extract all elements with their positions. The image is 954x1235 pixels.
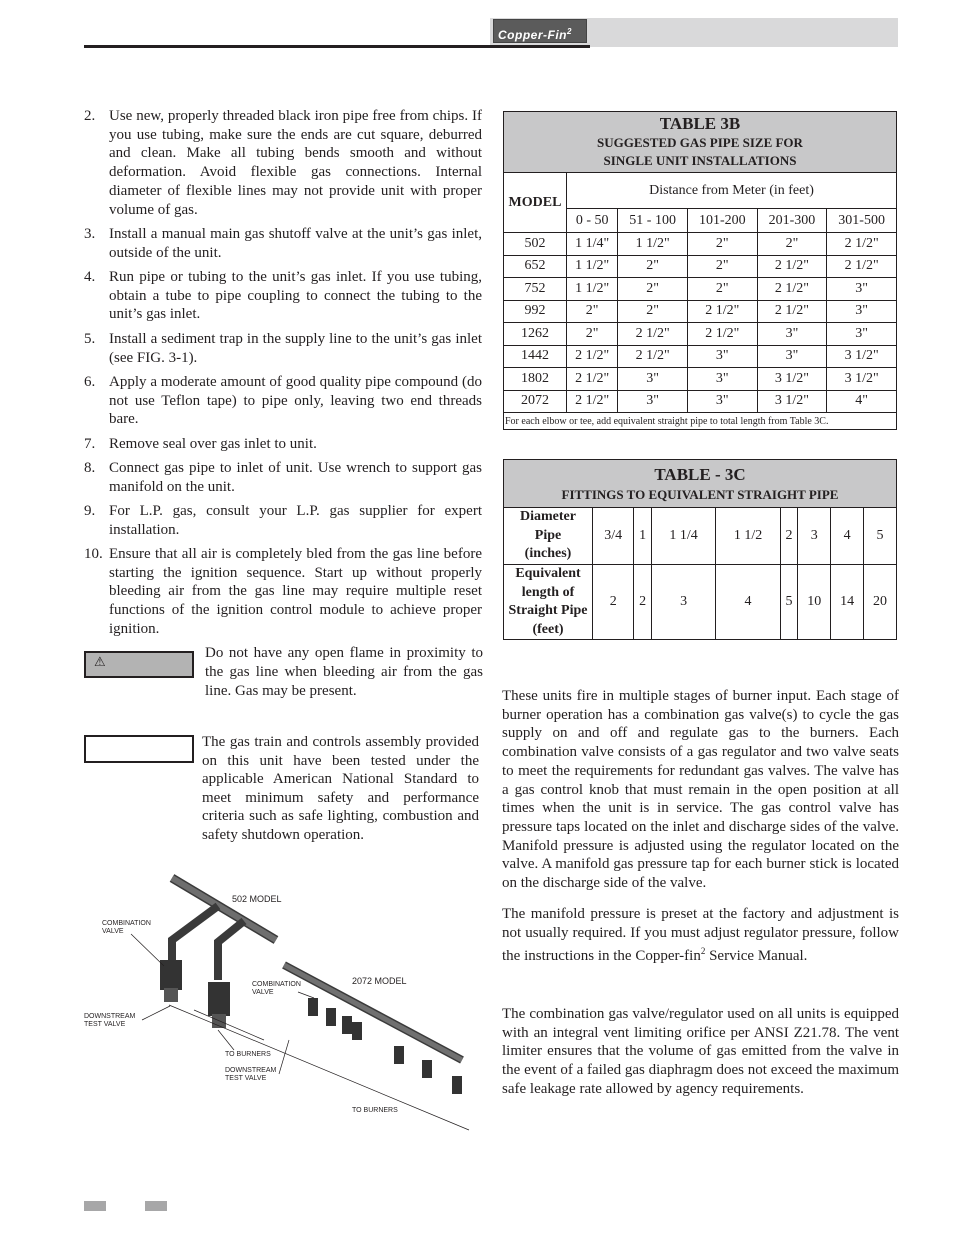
diameter-cell: 1 1/4 <box>651 508 715 565</box>
burner-valve <box>422 1060 432 1078</box>
label-line: length of <box>521 584 575 600</box>
table-row <box>504 300 897 323</box>
step-text: Remove seal over gas inlet to unit. <box>109 436 317 452</box>
label-downstream-test-valve: DOWNSTREAM <box>225 1067 277 1074</box>
step-5 <box>84 330 482 367</box>
pipe-size-cell: 3 1/2" <box>757 390 827 413</box>
table-3c <box>503 459 897 640</box>
gas-valve-paragraph: These units fire in multiple stages of burner input. Each stage of burner operation has a combination gas valve(s) to cycle the gas supply on and off and regulate gas to the burners. Each combination valve consists of a gas regulator and two valve seats to meet the requirements for redundant gas valves. The valve has a gas control knob that must remain in the open position at all times when the unit is in service. The gas control valve has pressure taps located on the inlet and discharge sides of the valve. Manifold pressure is adjusted using the regulator located on the valve. A manifold gas pressure tap for each burner stick is located on the discharge side of the valve. <box>502 688 899 892</box>
paragraph-text: Service Manual. <box>705 948 808 965</box>
equivalent-length-cell: 20 <box>864 565 897 640</box>
step-number: 4. <box>84 269 96 285</box>
pipe-size-cell: 4" <box>827 390 897 413</box>
burner-valve <box>452 1076 462 1094</box>
label-combination-valve: VALVE <box>102 928 124 935</box>
manifold-pressure-paragraph <box>502 905 899 966</box>
footer-tab-left <box>84 1201 106 1211</box>
header-rule <box>84 45 590 48</box>
equivalent-length-cell: 10 <box>798 565 831 640</box>
combination-valve-502b <box>208 982 230 1016</box>
warning-triangle-icon: ⚠ <box>94 655 106 670</box>
pipe-size-cell: 3" <box>757 323 827 346</box>
pipe-size-cell: 1 1/2" <box>567 255 618 278</box>
table-row <box>504 255 897 278</box>
pipe-size-cell: 2 1/2" <box>618 345 688 368</box>
pipe-size-cell: 2 1/2" <box>827 233 897 256</box>
step-6 <box>84 373 482 429</box>
pipe-size-cell: 2 1/2" <box>618 323 688 346</box>
leader-line <box>298 992 314 998</box>
label-combination-valve: VALVE <box>252 989 274 996</box>
valve-outlet <box>164 988 178 1002</box>
paragraph-text: The manifold pressure is preset at the factory and adjustment is not usually required. If you must adjust regulator pressure, follow the instructions in the Copper-fin <box>502 906 899 965</box>
step-text: Ensure that all air is completely bled from the gas line before starting the ignition sequence. Start up without properly bleeding air from the gas line may require multiple reset functions of the ignition control module to achieve proper ignition. <box>109 546 482 637</box>
pipe-size-cell: 2 1/2" <box>757 255 827 278</box>
table-3b-title: TABLE 3B <box>659 114 741 133</box>
combination-valve-502 <box>160 960 182 990</box>
pipe-size-cell: 3 1/2" <box>827 368 897 391</box>
equivalent-length-row <box>504 565 897 640</box>
label-line: Straight Pipe <box>508 603 588 618</box>
logo-text: Copper-Fin <box>498 28 567 42</box>
paragraph-sup: 2 <box>700 946 706 957</box>
range-header-cell: 0 - 50 <box>567 209 618 233</box>
table-row <box>504 278 897 301</box>
model-cell: 1442 <box>504 345 567 368</box>
pipe-size-cell: 3" <box>687 368 757 391</box>
table-3b-subtitle: SINGLE UNIT INSTALLATIONS <box>603 153 797 168</box>
pipe-size-cell: 2 1/2" <box>687 323 757 346</box>
model-header: MODEL <box>504 173 567 233</box>
burner-valve <box>342 1016 352 1034</box>
table-row <box>504 233 897 256</box>
label-line: Pipe <box>534 527 562 543</box>
pipe-size-cell: 2 1/2" <box>567 368 618 391</box>
label-2072-model: 2072 MODEL <box>352 976 407 986</box>
pipe-size-cell: 2" <box>618 300 688 323</box>
pipe-size-cell: 2 1/2" <box>757 300 827 323</box>
model-cell: 1802 <box>504 368 567 391</box>
pipe-size-cell: 3" <box>687 345 757 368</box>
step-text: Install a manual main gas shutoff valve at the unit’s gas inlet, outside of the unit. <box>109 226 482 261</box>
pipe-size-cell: 2 1/2" <box>567 345 618 368</box>
diameter-cell: 1 <box>634 508 652 565</box>
pipe-size-cell: 2 1/2" <box>687 300 757 323</box>
table-3c-subtitle: FITTINGS TO EQUIVALENT STRAIGHT PIPE <box>561 487 839 502</box>
pipe-size-cell: 2" <box>567 300 618 323</box>
pipe-size-cell: 2 1/2" <box>567 390 618 413</box>
diameter-cell: 5 <box>864 508 897 565</box>
pipe-502-branch2 <box>218 921 244 980</box>
pipe-size-cell: 2" <box>567 323 618 346</box>
table-row <box>504 390 897 413</box>
pipe-size-cell: 3 1/2" <box>757 368 827 391</box>
step-text: Apply a moderate amount of good quality pipe compound (do not use Teflon tape) to pipe only, leaving two end threads bare. <box>109 374 482 428</box>
diameter-cell: 4 <box>831 508 864 565</box>
step-text: Run pipe or tubing to the unit’s gas inlet. If you use tubing, obtain a tube to pipe coupling to connect the tubing to the unit’s gas inlet. <box>109 269 482 323</box>
diameter-label <box>504 508 593 565</box>
leader-line <box>218 1030 234 1050</box>
label-downstream-test-valve: DOWNSTREAM <box>84 1013 136 1020</box>
table-3c-caption <box>504 460 897 508</box>
model-cell: 752 <box>504 278 567 301</box>
diameter-cell: 2 <box>780 508 798 565</box>
diameter-row <box>504 508 897 565</box>
step-number: 8. <box>84 460 96 476</box>
pipe-size-cell: 1 1/4" <box>567 233 618 256</box>
label-combination-valve: COMBINATION <box>102 920 151 927</box>
pipe-size-cell: 3" <box>687 390 757 413</box>
label-to-burners: TO BURNERS <box>225 1051 271 1058</box>
step-number: 6. <box>84 374 96 390</box>
table-3c-title: TABLE - 3C <box>654 465 746 484</box>
range-header-cell: 101-200 <box>687 209 757 233</box>
pipe-size-cell: 2" <box>687 255 757 278</box>
step-2 <box>84 107 482 219</box>
table-3b-note: For each elbow or tee, add equivalent straight pipe to total length from Table 3C. <box>504 413 897 430</box>
leader-line <box>131 934 164 966</box>
diameter-cell: 3 <box>798 508 831 565</box>
label-line: Diameter <box>520 509 576 525</box>
table-row <box>504 323 897 346</box>
notice-label-box <box>84 735 194 763</box>
table-row <box>504 345 897 368</box>
table-3b-body <box>504 233 897 413</box>
pipe-size-cell: 3" <box>827 323 897 346</box>
pipe-size-cell: 3" <box>827 278 897 301</box>
step-8 <box>84 459 482 496</box>
equivalent-length-cell: 3 <box>651 565 715 640</box>
label-downstream-test-valve: TEST VALVE <box>84 1021 126 1028</box>
step-4 <box>84 268 482 324</box>
label-to-burners: TO BURNERS <box>352 1107 398 1114</box>
table-3b-subtitle: SUGGESTED GAS PIPE SIZE FOR <box>597 135 803 150</box>
step-9 <box>84 502 482 539</box>
pipe-size-cell: 2" <box>757 233 827 256</box>
equivalent-length-cell: 4 <box>716 565 780 640</box>
step-text: Use new, properly threaded black iron pipe free from chips. If you use tubing, make sure the ends are cut square, deburred and clean. Make all tubing bends smooth and without deformation. Avoid flexible gas connections. Internal diameter of flexible lines may not provide unit with proper volume of gas. <box>109 108 482 218</box>
logo-sup: 2 <box>567 27 572 36</box>
step-text: Install a sediment trap in the supply line to the unit’s gas inlet (see FIG. 3-1). <box>109 331 482 366</box>
leader-line <box>279 1040 289 1074</box>
step-10 <box>84 545 482 639</box>
notice-text: The gas train and controls assembly provided on this unit have been tested under the applicable American National Standard to meet minimum safety and performance criteria such as safe lighting, combustion and safety shutdown operation. <box>202 734 479 843</box>
model-cell: 1262 <box>504 323 567 346</box>
table-3b <box>503 111 897 430</box>
pipe-size-cell: 3 1/2" <box>827 345 897 368</box>
pipe-size-cell: 3" <box>618 368 688 391</box>
pipe-size-cell: 1 1/2" <box>567 278 618 301</box>
pipe-size-cell: 2" <box>687 233 757 256</box>
step-7 <box>84 435 482 454</box>
step-text: Connect gas pipe to inlet of unit. Use wrench to support gas manifold on the unit. <box>109 460 482 495</box>
range-header-cell: 301-500 <box>827 209 897 233</box>
diameter-cell: 3/4 <box>593 508 634 565</box>
model-cell: 502 <box>504 233 567 256</box>
step-number: 5. <box>84 331 96 347</box>
pipe-size-cell: 1 1/2" <box>618 233 688 256</box>
gas-train-diagram <box>84 870 484 1132</box>
burner-valve <box>352 1022 362 1040</box>
vent-limiter-paragraph: The combination gas valve/regulator used on all units is equipped with an integral vent limiting orifice per ANSI Z21.78. The vent limiter ensures that the volume of gas emitted from the valve in the event of a failed gas diaphragm does not exceed the maximum safe leakage rate allowed by agency requirements. <box>502 1006 899 1097</box>
range-header-cell: 51 - 100 <box>618 209 688 233</box>
burner-valve <box>394 1046 404 1064</box>
pipe-size-cell: 2" <box>618 255 688 278</box>
equivalent-length-cell: 5 <box>780 565 798 640</box>
equivalent-length-cell: 2 <box>634 565 652 640</box>
equivalent-length-cell: 2 <box>593 565 634 640</box>
pipe-size-cell: 3" <box>827 300 897 323</box>
pipe-size-cell: 3" <box>757 345 827 368</box>
label-line: (inches) <box>524 546 572 562</box>
model-cell: 992 <box>504 300 567 323</box>
pipe-size-cell: 2 1/2" <box>757 278 827 301</box>
label-downstream-test-valve: TEST VALVE <box>225 1075 267 1082</box>
diameter-cell: 1 1/2 <box>716 508 780 565</box>
leader-line <box>142 1006 170 1020</box>
brand-logo <box>493 19 587 43</box>
pipe-size-cell: 2" <box>687 278 757 301</box>
label-line: Equivalent <box>515 566 581 581</box>
pipe-size-cell: 2" <box>618 278 688 301</box>
pipe-size-cell: 3" <box>618 390 688 413</box>
step-text: For L.P. gas, consult your L.P. gas supplier for expert installation. <box>109 503 482 538</box>
model-cell: 652 <box>504 255 567 278</box>
range-header-cell: 201-300 <box>757 209 827 233</box>
step-number: 3. <box>84 226 96 242</box>
footer-tab-right <box>145 1201 167 1211</box>
model-cell: 2072 <box>504 390 567 413</box>
warning-text: Do not have any open flame in proximity to the gas line when bleeding air from the gas line. Gas may be present. <box>205 645 483 699</box>
step-number: 2. <box>84 108 96 124</box>
table-3b-caption <box>504 112 897 173</box>
equivalent-length-cell: 14 <box>831 565 864 640</box>
equivalent-length-label <box>504 565 593 640</box>
distance-header: Distance from Meter (in feet) <box>567 173 897 209</box>
label-combination-valve: COMBINATION <box>252 981 301 988</box>
label-line: (feet) <box>532 621 564 637</box>
step-number: 7. <box>84 436 96 452</box>
label-502-model: 502 MODEL <box>232 894 282 904</box>
table-row <box>504 368 897 391</box>
step-3 <box>84 225 482 262</box>
burner-valve <box>326 1008 336 1026</box>
step-number: 9. <box>84 503 96 519</box>
step-number: 10. <box>84 546 103 562</box>
pipe-size-cell: 2 1/2" <box>827 255 897 278</box>
burner-valve <box>308 998 318 1016</box>
